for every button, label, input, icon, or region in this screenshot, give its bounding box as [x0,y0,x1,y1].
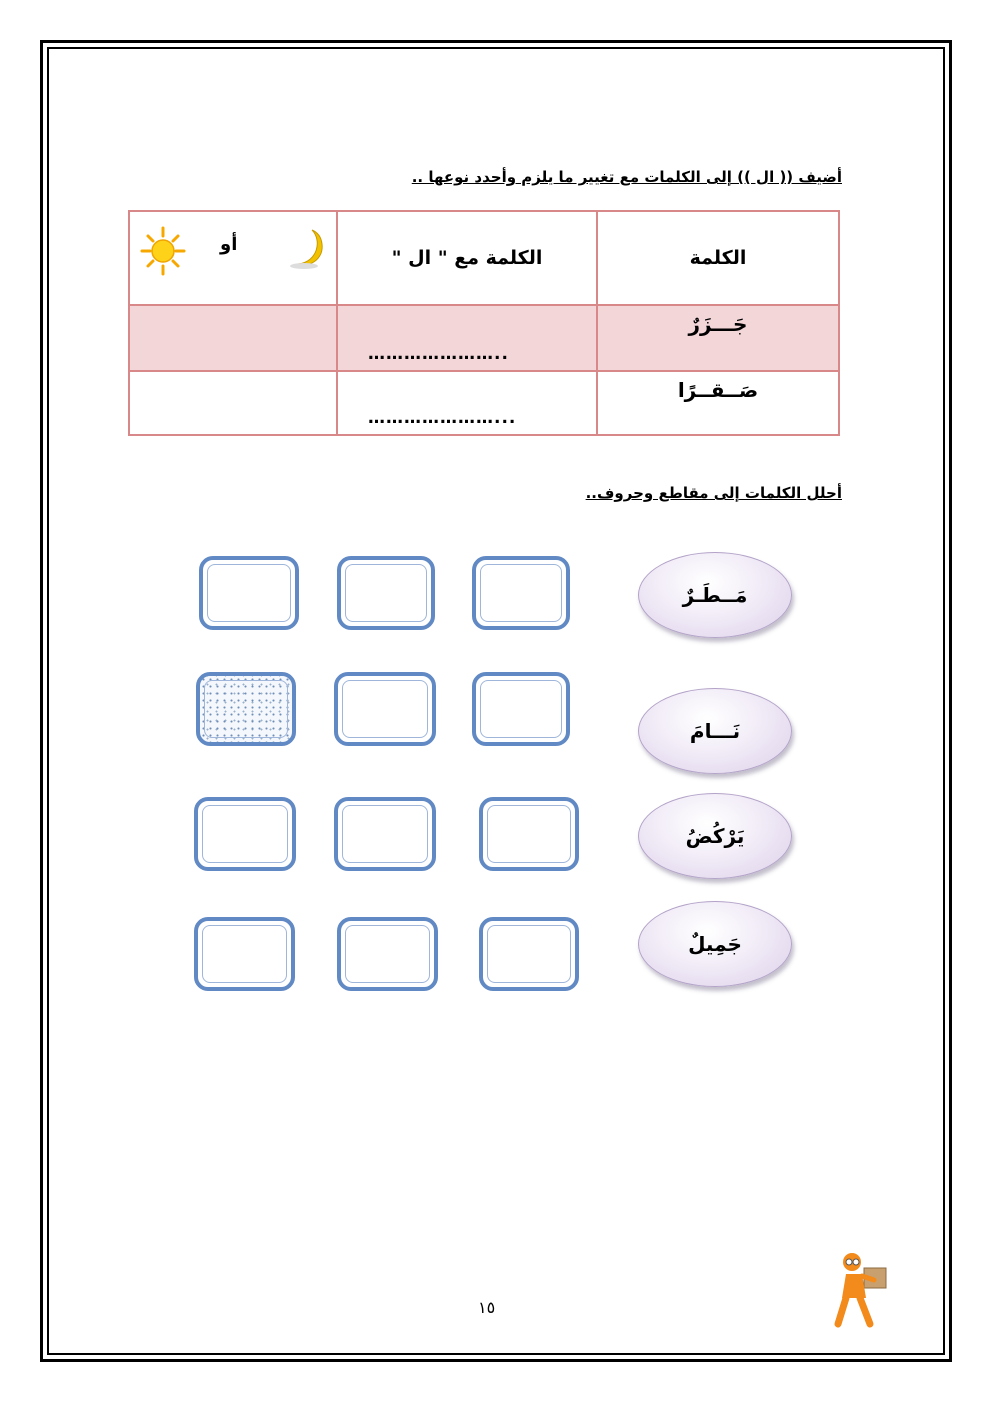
page-number: ١٥ [478,1298,496,1317]
or-label: أو [220,234,238,255]
syllable-box[interactable] [194,797,296,871]
syllable-box[interactable] [479,917,579,991]
header-word-with-al: الكلمة مع " ال " [337,211,597,305]
syllable-box[interactable] [334,797,436,871]
syllable-box-shaded[interactable] [196,672,296,746]
answer-blank[interactable]: …………………... [337,371,597,435]
word-pill: يَرْكُضُ [638,793,792,879]
instruction-analyze: أحلل الكلمات إلى مقاطع وحروف.. [585,484,842,502]
type-blank[interactable] [129,305,337,371]
moon-icon [286,226,326,270]
syllable-box[interactable] [472,556,570,630]
sun-icon [140,226,186,276]
word-pill: نَـــامَ [638,688,792,774]
type-blank[interactable] [129,371,337,435]
header-type [129,211,337,305]
syllable-box[interactable] [337,556,435,630]
mascot-reader-icon [832,1250,892,1332]
syllable-box[interactable] [199,556,299,630]
syllable-box[interactable] [337,917,438,991]
table-row [129,371,839,435]
word-pill: جَمِيلٌ [638,901,792,987]
header-word: الكلمة [597,211,839,305]
table-row [129,305,839,371]
word-cell: جَـــزَرٌ [597,305,839,371]
syllable-box[interactable] [479,797,579,871]
syllable-box[interactable] [334,672,436,746]
syllable-box[interactable] [194,917,295,991]
word-table [128,210,840,436]
syllable-box[interactable] [472,672,570,746]
word-pill: مَــطَـرٌ [638,552,792,638]
answer-blank[interactable]: ………………….. [337,305,597,371]
word-cell: صَــقــرًا [597,371,839,435]
instruction-add-al: أضيف (( ال )) إلى الكلمات مع تغيير ما يلزم وأحدد نوعها .. [411,168,842,186]
